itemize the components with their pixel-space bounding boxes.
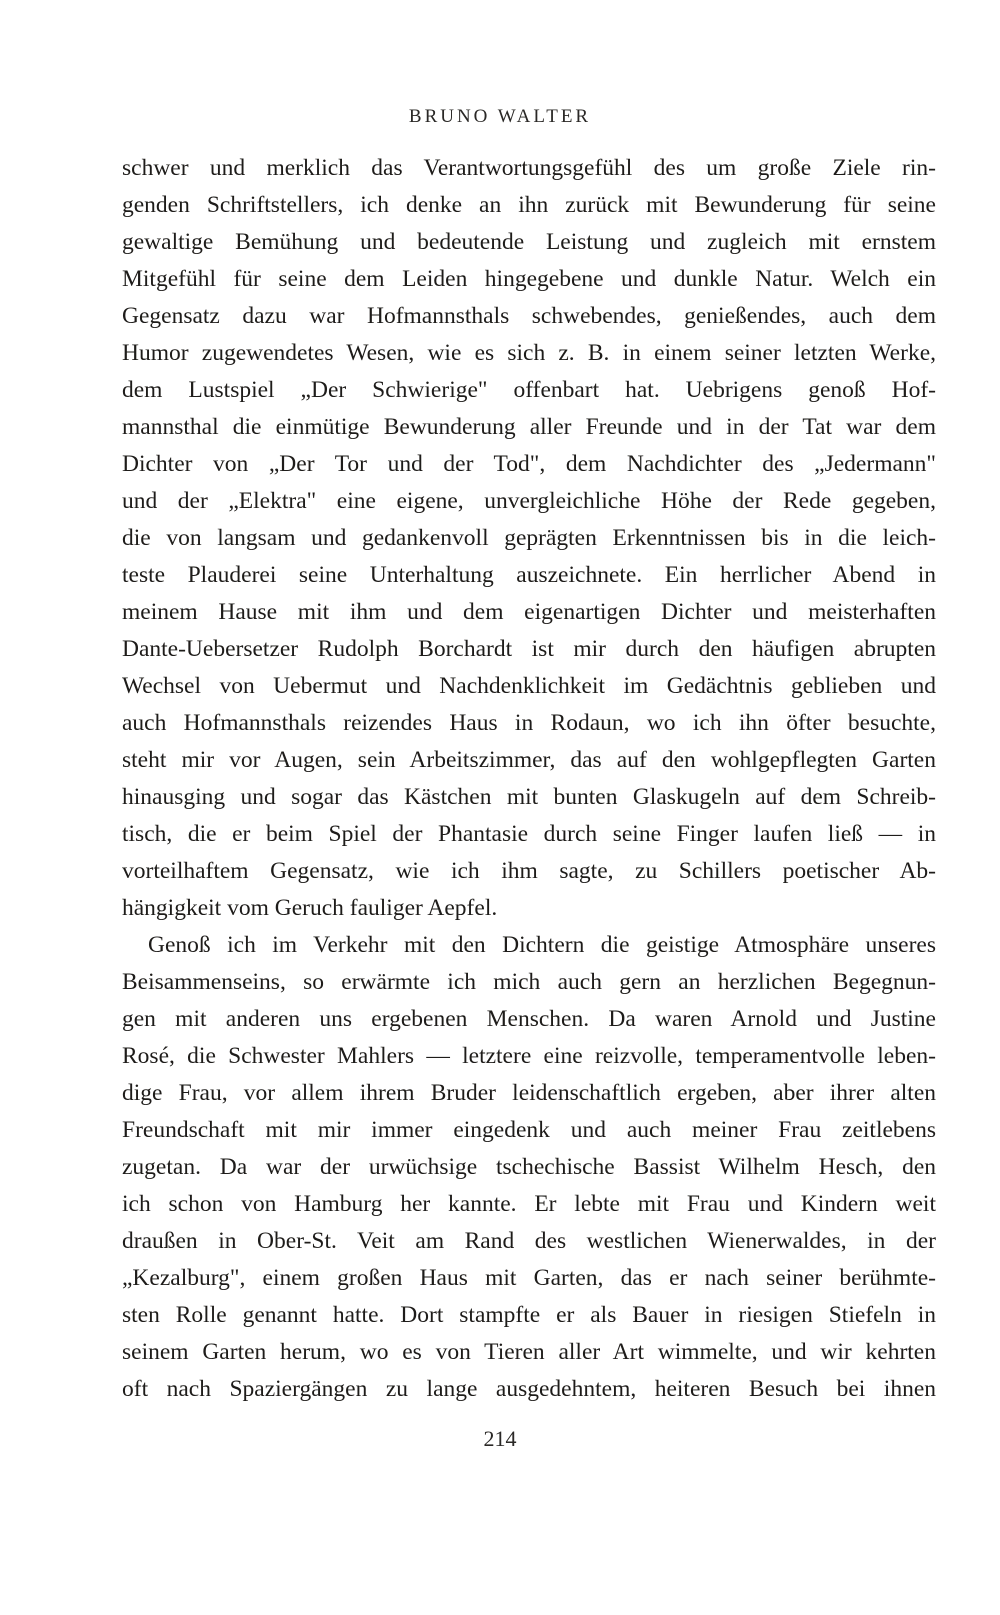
text-line: tisch, die er beim Spiel der Phantasie durch seine Finger laufen ließ — in	[122, 821, 936, 847]
text-line: Humor zugewendetes Wesen, wie es sich z. B. in einem seiner letzten Werke,	[122, 340, 936, 366]
text-line: gen mit anderen uns ergebenen Menschen. Da waren Arnold und Justine	[122, 1006, 936, 1032]
text-line: Genoß ich im Verkehr mit den Dichtern die geistige Atmosphäre unseres	[148, 932, 936, 958]
text-line: zugetan. Da war der urwüchsige tschechische Bassist Wilhelm Hesch, den	[122, 1154, 936, 1180]
text-line: Gegensatz dazu war Hofmannsthals schwebendes, genießendes, auch dem	[122, 303, 936, 329]
text-line: Beisammenseins, so erwärmte ich mich auch gern an herzlichen Begegnun-	[122, 969, 936, 995]
text-line: auch Hofmannsthals reizendes Haus in Rodaun, wo ich ihn öfter besuchte,	[122, 710, 936, 736]
text-line: meinem Hause mit ihm und dem eigenartigen Dichter und meisterhaften	[122, 599, 936, 625]
text-line: die von langsam und gedankenvoll geprägten Erkenntnissen bis in die leich-	[122, 525, 936, 551]
text-line: Mitgefühl für seine dem Leiden hingegebene und dunkle Natur. Welch ein	[122, 266, 936, 292]
body-text	[122, 150, 936, 1408]
text-line: mannsthal die einmütige Bewunderung aller Freunde und in der Tat war dem	[122, 414, 936, 440]
text-line: dem Lustspiel „Der Schwierige" offenbart hat. Uebrigens genoß Hof-	[122, 377, 936, 403]
text-line: seinem Garten herum, wo es von Tieren aller Art wimmelte, und wir kehrten	[122, 1339, 936, 1365]
text-line: draußen in Ober-St. Veit am Rand des westlichen Wienerwaldes, in der	[122, 1228, 936, 1254]
text-line: sten Rolle genannt hatte. Dort stampfte er als Bauer in riesigen Stiefeln in	[122, 1302, 936, 1328]
text-line: Freundschaft mit mir immer eingedenk und auch meiner Frau zeitlebens	[122, 1117, 936, 1143]
text-line: „Kezalburg", einem großen Haus mit Garten, das er nach seiner berühmte-	[122, 1265, 936, 1291]
text-line: gewaltige Bemühung und bedeutende Leistung und zugleich mit ernstem	[122, 229, 936, 255]
text-line: hängigkeit vom Geruch fauliger Aepfel.	[122, 895, 498, 921]
text-line: und der „Elektra" eine eigene, unvergleichliche Höhe der Rede gegeben,	[122, 488, 936, 514]
text-line: ich schon von Hamburg her kannte. Er lebte mit Frau und Kindern weit	[122, 1191, 936, 1217]
text-line: schwer und merklich das Verantwortungsgefühl des um große Ziele rin-	[122, 155, 936, 181]
text-line: Dante-Uebersetzer Rudolph Borchardt ist mir durch den häufigen abrupten	[122, 636, 936, 662]
running-head: BRUNO WALTER	[408, 106, 592, 127]
text-line: Dichter von „Der Tor und der Tod", dem Nachdichter des „Jedermann"	[122, 451, 936, 477]
text-line: teste Plauderei seine Unterhaltung auszeichnete. Ein herrlicher Abend in	[122, 562, 936, 588]
text-line: Rosé, die Schwester Mahlers — letztere eine reizvolle, temperamentvolle leben-	[122, 1043, 936, 1069]
page-number: 214	[483, 1426, 517, 1451]
text-line: dige Frau, vor allem ihrem Bruder leidenschaftlich ergeben, aber ihrer alten	[122, 1080, 936, 1106]
text-line: hinausging und sogar das Kästchen mit bunten Glaskugeln auf dem Schreib-	[122, 784, 936, 810]
text-line: vorteilhaftem Gegensatz, wie ich ihm sagte, zu Schillers poetischer Ab-	[122, 858, 936, 884]
text-line: steht mir vor Augen, sein Arbeitszimmer, das auf den wohlgepflegten Garten	[122, 747, 936, 773]
text-line: Wechsel von Uebermut und Nachdenklichkeit im Gedächtnis geblieben und	[122, 673, 936, 699]
text-line: oft nach Spaziergängen zu lange ausgedehntem, heiteren Besuch bei ihnen	[122, 1376, 936, 1402]
text-line: genden Schriftstellers, ich denke an ihn zurück mit Bewunderung für seine	[122, 192, 936, 218]
